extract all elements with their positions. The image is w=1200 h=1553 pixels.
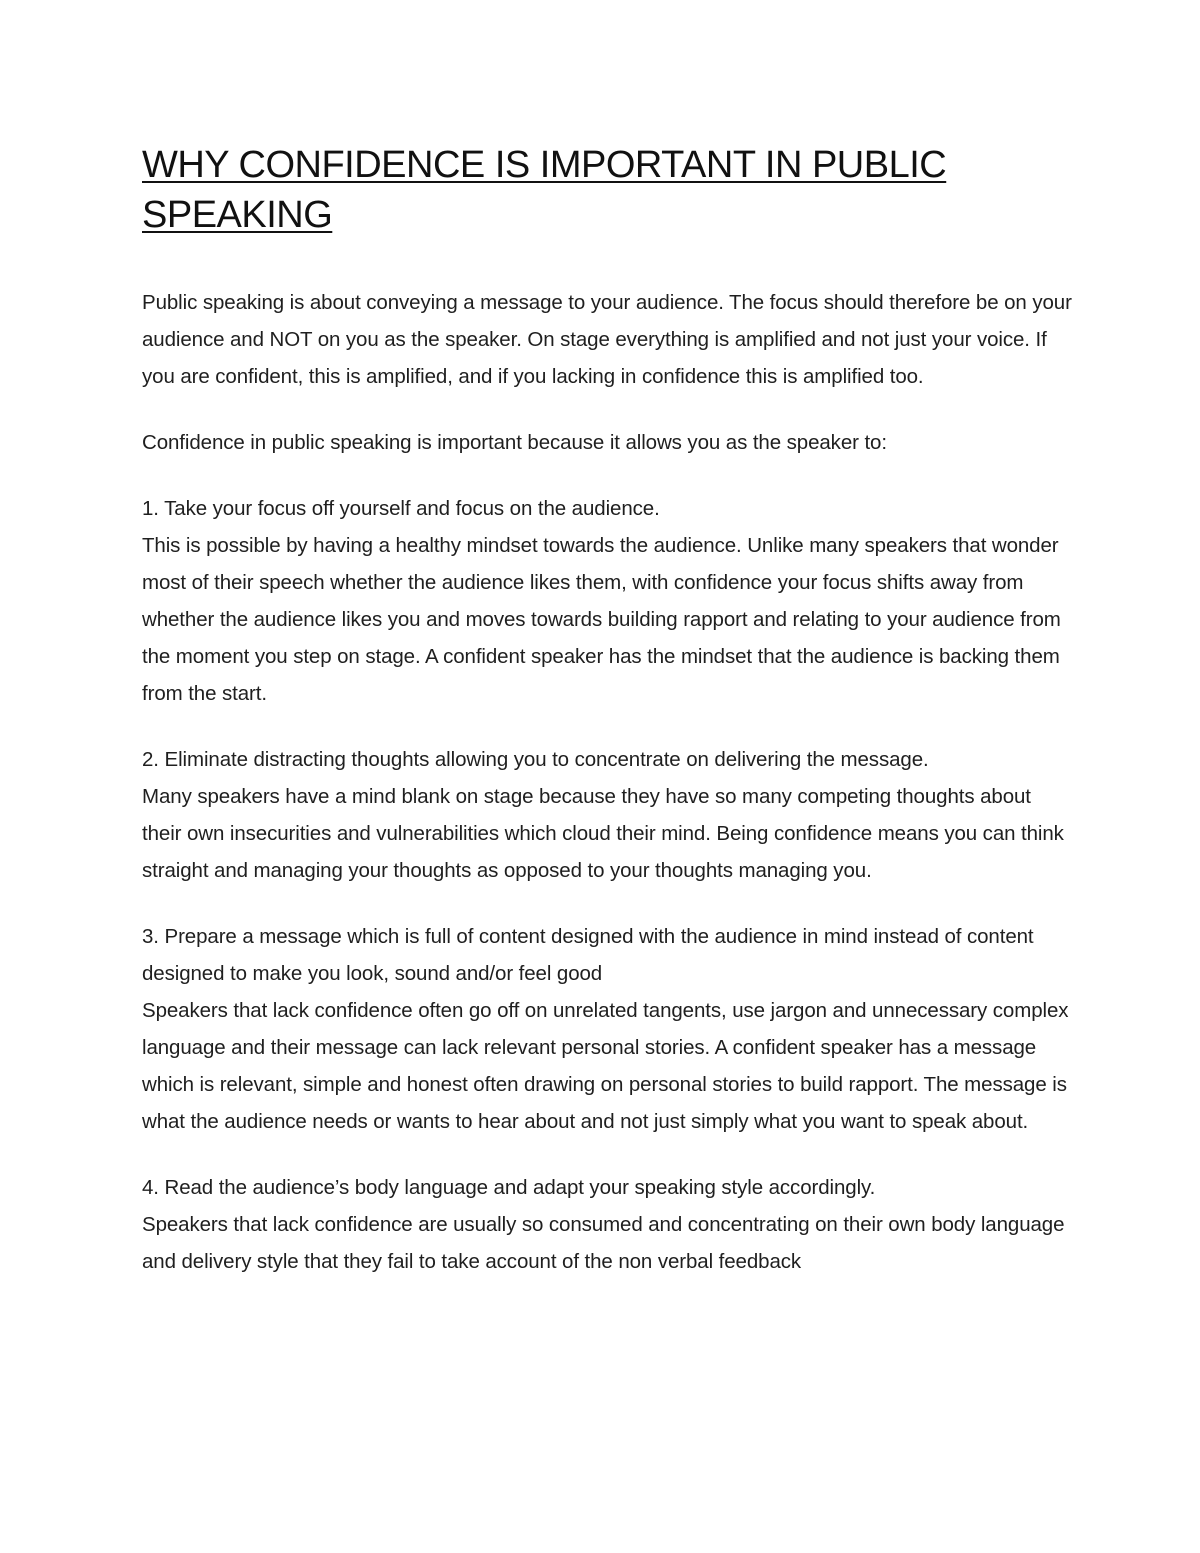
point-body: Many speakers have a mind blank on stage because they have so many competing thoughts about their own insecurities and vulnerabilities which cloud their mind. Being confidence means you can think straight and managing your thoughts as opposed to your thoughts managing you.: [142, 785, 1064, 882]
title-line-1: WHY CONFIDENCE IS IMPORTANT IN PUBLIC: [142, 144, 947, 186]
point-4: [142, 1169, 1072, 1280]
title-line-2: SPEAKING: [142, 194, 333, 236]
point-heading: 3. Prepare a message which is full of content designed with the audience in mind instead of content designed to make you look, sound and/or feel good: [142, 925, 1034, 985]
point-body: This is possible by having a healthy mindset towards the audience. Unlike many speakers that wonder most of their speech whether the audience likes them, with confidence your focus shifts away from whether the audience likes you and moves towards building rapport and relating to your audience from the moment you step on stage. A confident speaker has the mindset that the audience is backing them from the start.: [142, 534, 1061, 705]
point-2: [142, 741, 1072, 889]
point-heading: 2. Eliminate distracting thoughts allowing you to concentrate on delivering the message.: [142, 748, 929, 771]
document-title: [142, 140, 1072, 240]
point-heading: 4. Read the audience’s body language and adapt your speaking style accordingly.: [142, 1176, 876, 1199]
document-content: [142, 140, 1072, 1280]
point-1: [142, 490, 1072, 712]
point-heading: 1. Take your focus off yourself and focus on the audience.: [142, 497, 660, 520]
point-3: [142, 918, 1072, 1140]
point-body: Speakers that lack confidence often go off on unrelated tangents, use jargon and unnecessary complex language and their message can lack relevant personal stories. A confident speaker has a message which is relevant, simple and honest often drawing on personal stories to build rapport. The message is what the audience needs or wants to hear about and not just simply what you want to speak about.: [142, 999, 1069, 1133]
lead-in-paragraph: Confidence in public speaking is important because it allows you as the speaker to:: [142, 431, 887, 454]
point-body: Speakers that lack confidence are usually so consumed and concentrating on their own body language and delivery style that they fail to take account of the non verbal feedback: [142, 1213, 1065, 1273]
intro-paragraph: Public speaking is about conveying a message to your audience. The focus should therefore be on your audience and NOT on you as the speaker. On stage everything is amplified and not just your voice. If you are confident, this is amplified, and if you lacking in confidence this is amplified too.: [142, 291, 1072, 388]
